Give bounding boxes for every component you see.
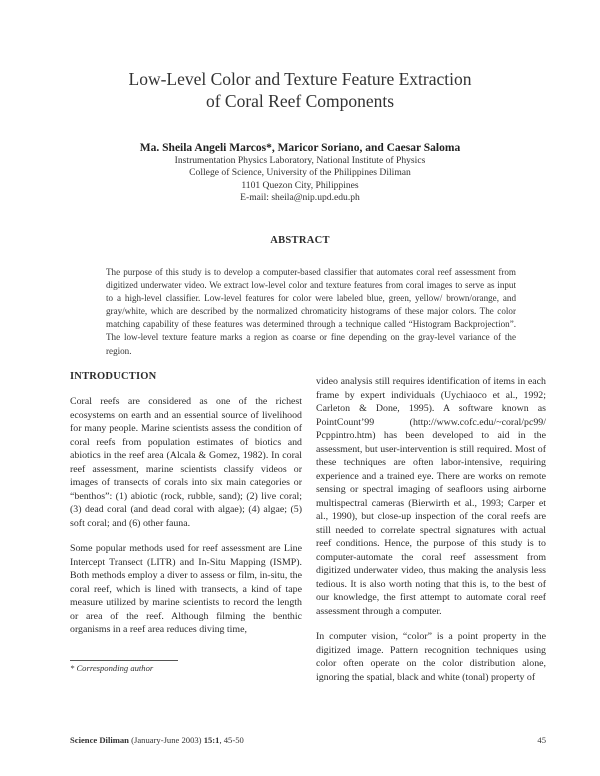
issue-date: (January-June 2003) [131, 735, 202, 745]
title-line-2: of Coral Reef Components [205, 91, 395, 111]
footnote-divider [70, 660, 178, 661]
affiliation-line-2: College of Science, University of the Philippines Diliman [189, 167, 411, 179]
title-line-1: Low-Level Color and Texture Feature Extraction [128, 69, 472, 89]
body-paragraph: In computer vision, “color” is a point property in the digitized image. Pattern recognition techniques using color often operate on the color distribution alone, ignoring the spatial, black and white (tonal) property of [316, 631, 546, 683]
page-number: 45 [537, 735, 546, 745]
affiliation-email: E-mail: sheila@nip.upd.edu.ph [240, 192, 360, 204]
left-column [70, 395, 302, 649]
right-column [316, 375, 546, 696]
abstract-text: The purpose of this study is to develop a computer-based classifier that automates coral reef assessment from digitized underwater video. We extract low-level color and texture features from coral images to serve as input to a high-level classifier. Low-level features for color were labeled blue, green, yellow/ brown/orange, and gray/white, which are described by the normalized chromaticity histograms of these major colors. The color matching capability of these features was determined through a technique called “Histogram Backprojection”. The low-level texture feature marks a region as coarse or fine depending on the gray-level variance of the region. [106, 267, 516, 356]
introduction-heading: INTRODUCTION [70, 371, 157, 382]
page-range: , 45-50 [219, 735, 244, 745]
affiliation-block [0, 155, 600, 205]
author-list: Ma. Sheila Angeli Marcos*, Maricor Soriano, and Caesar Saloma [139, 142, 461, 154]
journal-citation [70, 735, 244, 745]
volume-issue: 15:1 [203, 735, 220, 745]
paper-title [0, 68, 600, 112]
body-paragraph: Coral reefs are considered as one of the richest ecosystems on earth and an essential source of livelihood for many people. Marine scientists assess the condition of coral reefs from population estimates of biotics and abiotics in the reef area (Alcala & Gomez, 1982). In coral reef assessment, marine scientists classify videos or images of transects of corals into six main categories or “benthos”: (1) abiotic (rock, rubble, sand); (2) live coral; (3) dead coral (and dead coral with algae); (4) algae; (5) soft coral; and (6) other fauna. [70, 396, 302, 529]
journal-name: Science Diliman [70, 735, 129, 745]
abstract-heading: ABSTRACT [270, 235, 330, 246]
body-paragraph: Some popular methods used for reef assessment are Line Intercept Transect (LITR) and In-Situ Mapping (ISMP). Both methods employ a diver to assess or film, in-situ, the coral reef, which is lined with transects, a kind of tape measure utilized by marine scientists to record the length or area of the reef. Although filming the benthic organisms in a reef area reduces diving time, [70, 543, 302, 635]
affiliation-line-1: Instrumentation Physics Laboratory, National Institute of Physics [174, 155, 426, 166]
affiliation-line-3: 1101 Quezon City, Philippines [241, 179, 359, 191]
body-paragraph: video analysis still requires identification of items in each frame by expert individuals (Uychiaoco et al., 1992; Carleton & Done, 1995). A software known as PointCount’99 (http://www.cofc.edu/~coral/pc99/ Pcppintro.htm) has been developed to aid in the assessment, but user-intervention is still required. Most of these techniques are often labor-intensive, requiring experience and a trained eye. There are works on remote sensing or spectral imaging of seafloors using airborne multispectral cameras (Bierwirth et al., 1993; Carper et al., 1990), but close-up inspection of the coral reefs are still needed to correlate spectral signatures with actual reef conditions. Hence, the purpose of this study is to computer-automate the coral reef assessment from digitized underwater video, thus making the analysis less tedious. It is also worth noting that this is, to the best of our knowledge, the first attempt to automate coral reef assessment through a computer. [316, 376, 546, 617]
footnote: * Corresponding author [70, 663, 154, 673]
